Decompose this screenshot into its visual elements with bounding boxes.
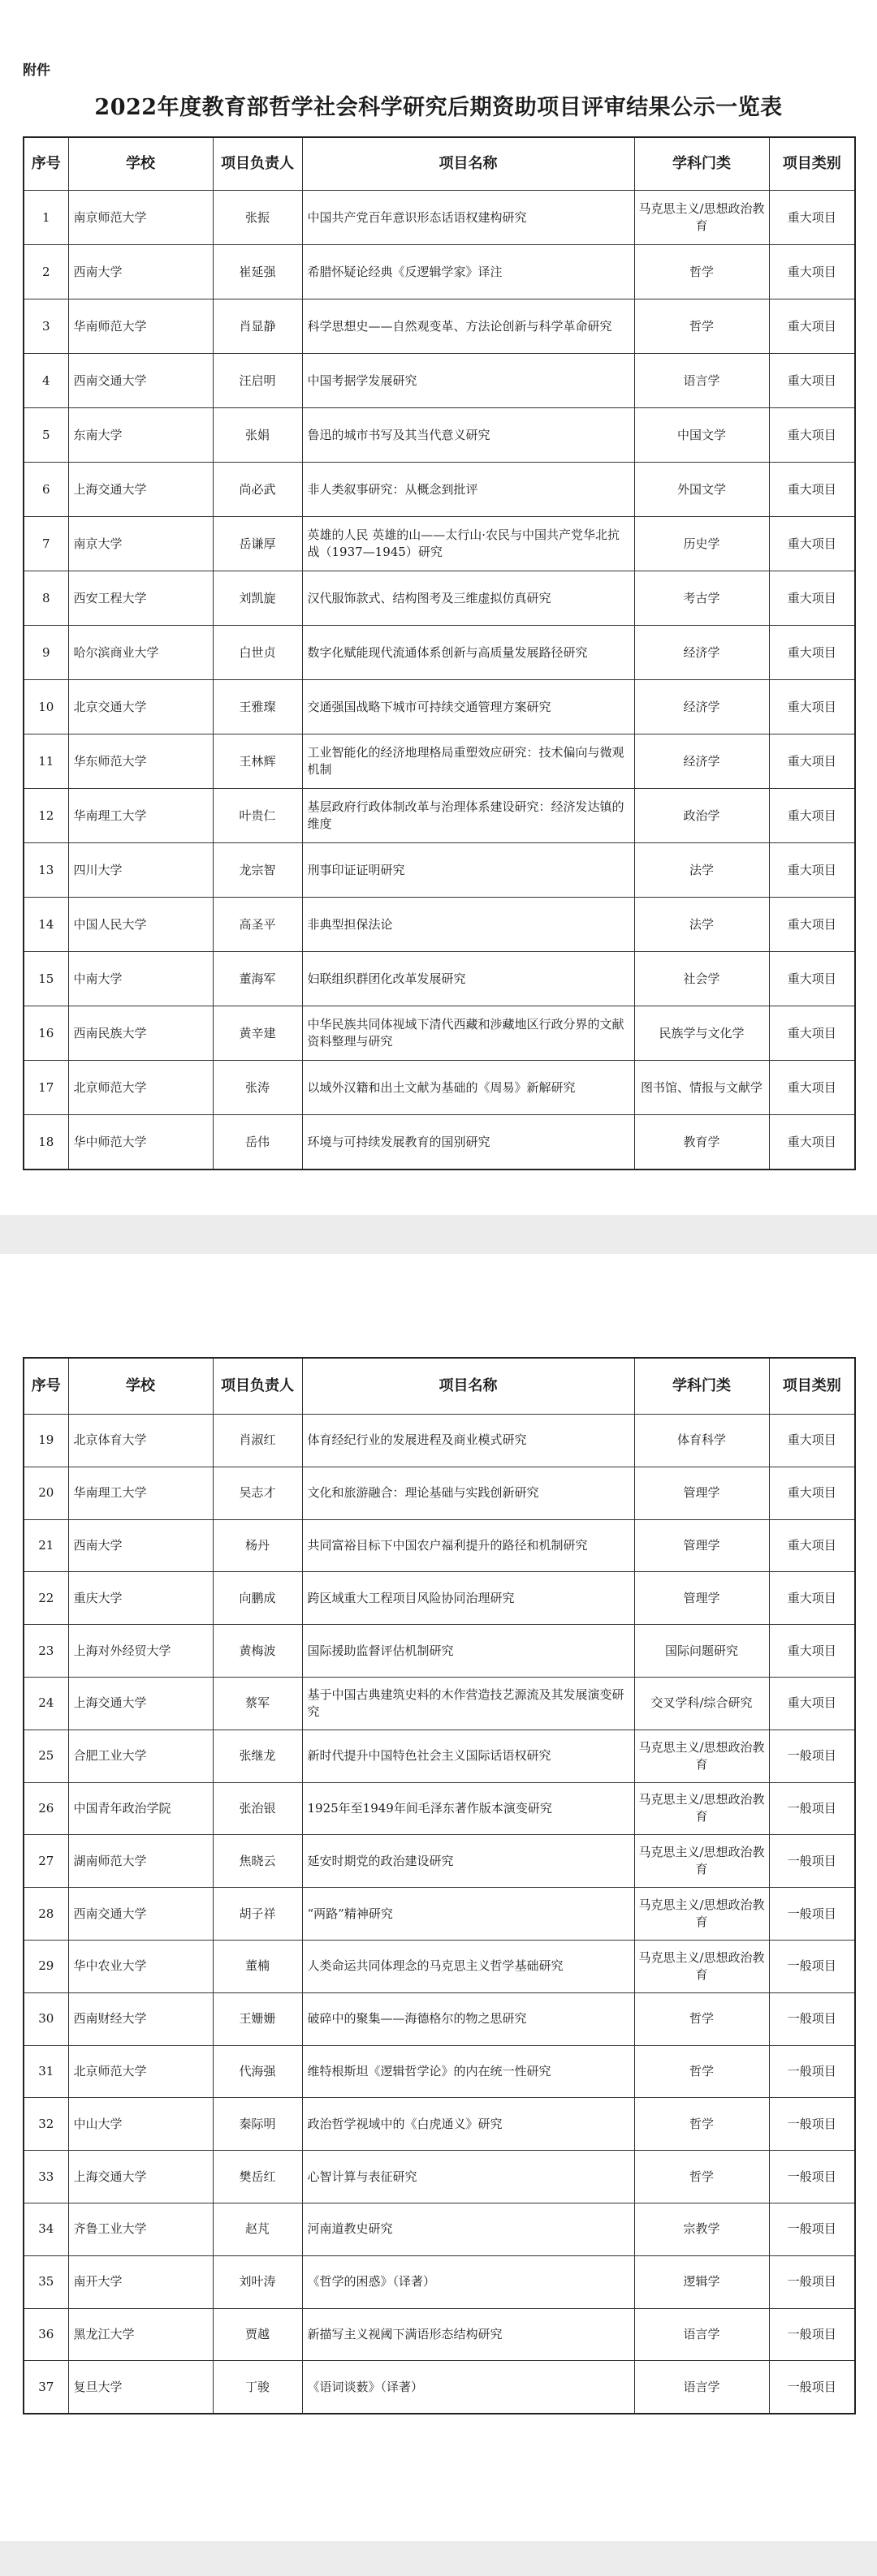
cell-number: 1: [24, 191, 68, 245]
cell-leader: 汪启明: [213, 354, 302, 408]
cell-leader: 岳谦厚: [213, 517, 302, 571]
cell-number: 7: [24, 517, 68, 571]
cell-category: 重大项目: [769, 1415, 855, 1467]
cell-school: 西南大学: [68, 1519, 213, 1572]
cell-category: 一般项目: [769, 1782, 855, 1835]
cell-school: 北京师范大学: [68, 1061, 213, 1115]
column-header-no: 序号: [24, 1358, 68, 1415]
cell-subject: 中国文学: [634, 408, 769, 463]
table-row: [24, 191, 855, 245]
column-header-leader: 项目负责人: [213, 1358, 302, 1415]
document-page-1: [0, 0, 877, 1215]
cell-school: 重庆大学: [68, 1572, 213, 1625]
cell-project-title: 刑事印证证明研究: [302, 843, 634, 898]
cell-number: 26: [24, 1782, 68, 1835]
cell-subject: 哲学: [634, 245, 769, 299]
cell-school: 中南大学: [68, 952, 213, 1006]
cell-leader: 高圣平: [213, 898, 302, 952]
cell-subject: 经济学: [634, 680, 769, 734]
cell-leader: 丁骏: [213, 2361, 302, 2414]
cell-number: 13: [24, 843, 68, 898]
cell-leader: 蔡军: [213, 1677, 302, 1730]
cell-category: 一般项目: [769, 1940, 855, 1992]
table-row: [24, 2308, 855, 2361]
cell-school: 北京体育大学: [68, 1415, 213, 1467]
cell-category: 一般项目: [769, 2045, 855, 2098]
cell-number: 12: [24, 789, 68, 843]
cell-category: 重大项目: [769, 789, 855, 843]
cell-leader: 黄梅波: [213, 1625, 302, 1678]
cell-project-title: 新时代提升中国特色社会主义国际话语权研究: [302, 1730, 634, 1782]
cell-subject: 法学: [634, 843, 769, 898]
table-row: [24, 2045, 855, 2098]
cell-number: 14: [24, 898, 68, 952]
cell-leader: 王林辉: [213, 734, 302, 789]
cell-category: 重大项目: [769, 1572, 855, 1625]
table-row: [24, 843, 855, 898]
cell-number: 31: [24, 2045, 68, 2098]
cell-number: 5: [24, 408, 68, 463]
cell-project-title: 中国考据学发展研究: [302, 354, 634, 408]
table-row: [24, 1115, 855, 1170]
cell-project-title: 数字化赋能现代流通体系创新与高质量发展路径研究: [302, 626, 634, 680]
cell-category: 重大项目: [769, 299, 855, 354]
cell-project-title: 政治哲学视域中的《白虎通义》研究: [302, 2098, 634, 2151]
cell-leader: 胡子祥: [213, 1888, 302, 1941]
column-header-category: 项目类别: [769, 137, 855, 191]
cell-leader: 吴志才: [213, 1467, 302, 1519]
cell-number: 27: [24, 1835, 68, 1888]
table-row: [24, 1519, 855, 1572]
cell-leader: 张涛: [213, 1061, 302, 1115]
table-header-row: [24, 137, 855, 191]
cell-school: 湖南师范大学: [68, 1835, 213, 1888]
cell-number: 25: [24, 1730, 68, 1782]
cell-subject: 经济学: [634, 734, 769, 789]
cell-project-title: 妇联组织群团化改革发展研究: [302, 952, 634, 1006]
cell-category: 一般项目: [769, 1888, 855, 1941]
cell-subject: 哲学: [634, 2045, 769, 2098]
cell-leader: 刘凯旋: [213, 571, 302, 626]
table-row: [24, 789, 855, 843]
table-row: [24, 1572, 855, 1625]
cell-category: 重大项目: [769, 734, 855, 789]
cell-number: 32: [24, 2098, 68, 2151]
cell-project-title: 汉代服饰款式、结构图考及三维虚拟仿真研究: [302, 571, 634, 626]
cell-subject: 历史学: [634, 517, 769, 571]
cell-subject: 马克思主义/思想政治教育: [634, 1888, 769, 1941]
cell-project-title: 1925年至1949年间毛泽东著作版本演变研究: [302, 1782, 634, 1835]
table-row: [24, 952, 855, 1006]
cell-school: 华东师范大学: [68, 734, 213, 789]
cell-school: 西南大学: [68, 245, 213, 299]
table-row: [24, 408, 855, 463]
table-row: [24, 2361, 855, 2414]
cell-project-title: “两路”精神研究: [302, 1888, 634, 1941]
column-header-subject: 学科门类: [634, 137, 769, 191]
cell-leader: 杨丹: [213, 1519, 302, 1572]
cell-school: 南京大学: [68, 517, 213, 571]
cell-subject: 语言学: [634, 2361, 769, 2414]
cell-number: 34: [24, 2203, 68, 2255]
cell-leader: 王姗姗: [213, 1992, 302, 2045]
cell-subject: 马克思主义/思想政治教育: [634, 1730, 769, 1782]
cell-number: 20: [24, 1467, 68, 1519]
cell-subject: 教育学: [634, 1115, 769, 1170]
cell-number: 29: [24, 1940, 68, 1992]
cell-project-title: 跨区域重大工程项目风险协同治理研究: [302, 1572, 634, 1625]
table-row: [24, 245, 855, 299]
cell-category: 重大项目: [769, 408, 855, 463]
cell-leader: 黄辛建: [213, 1006, 302, 1061]
cell-number: 15: [24, 952, 68, 1006]
cell-number: 2: [24, 245, 68, 299]
cell-project-title: 中国共产党百年意识形态话语权建构研究: [302, 191, 634, 245]
cell-school: 上海交通大学: [68, 1677, 213, 1730]
cell-school: 华南理工大学: [68, 1467, 213, 1519]
cell-subject: 法学: [634, 898, 769, 952]
cell-number: 30: [24, 1992, 68, 2045]
cell-number: 11: [24, 734, 68, 789]
column-header-category: 项目类别: [769, 1358, 855, 1415]
cell-project-title: 人类命运共同体理念的马克思主义哲学基础研究: [302, 1940, 634, 1992]
cell-number: 35: [24, 2255, 68, 2308]
cell-leader: 肖显静: [213, 299, 302, 354]
cell-number: 3: [24, 299, 68, 354]
cell-number: 18: [24, 1115, 68, 1170]
table-row: [24, 626, 855, 680]
cell-school: 华南师范大学: [68, 299, 213, 354]
results-table-part-2: [23, 1357, 856, 2414]
results-table-part-1: [23, 136, 856, 1170]
cell-project-title: 新描写主义视阈下满语形态结构研究: [302, 2308, 634, 2361]
document-page-2: [0, 1254, 877, 2541]
cell-leader: 岳伟: [213, 1115, 302, 1170]
cell-project-title: 国际援助监督评估机制研究: [302, 1625, 634, 1678]
cell-category: 重大项目: [769, 626, 855, 680]
column-header-subject: 学科门类: [634, 1358, 769, 1415]
cell-school: 上海交通大学: [68, 463, 213, 517]
table-body-part-1: [24, 191, 855, 1170]
cell-category: 重大项目: [769, 1625, 855, 1678]
page-title: 2022年度教育部哲学社会科学研究后期资助项目评审结果公示一览表: [94, 95, 783, 120]
cell-leader: 秦际明: [213, 2098, 302, 2151]
cell-category: 重大项目: [769, 898, 855, 952]
table-row: [24, 680, 855, 734]
cell-number: 22: [24, 1572, 68, 1625]
cell-category: 一般项目: [769, 1730, 855, 1782]
table-row: [24, 1888, 855, 1941]
cell-leader: 龙宗智: [213, 843, 302, 898]
cell-number: 10: [24, 680, 68, 734]
cell-subject: 逻辑学: [634, 2255, 769, 2308]
table-row: [24, 734, 855, 789]
cell-school: 北京师范大学: [68, 2045, 213, 2098]
cell-leader: 张振: [213, 191, 302, 245]
cell-category: 重大项目: [769, 191, 855, 245]
cell-category: 一般项目: [769, 2308, 855, 2361]
cell-project-title: 破碎中的聚集——海德格尔的物之思研究: [302, 1992, 634, 2045]
table-row: [24, 1782, 855, 1835]
cell-project-title: 非人类叙事研究：从概念到批评: [302, 463, 634, 517]
table-row: [24, 1467, 855, 1519]
cell-school: 黑龙江大学: [68, 2308, 213, 2361]
table-row: [24, 2255, 855, 2308]
cell-leader: 贾越: [213, 2308, 302, 2361]
cell-category: 重大项目: [769, 1677, 855, 1730]
cell-school: 齐鲁工业大学: [68, 2203, 213, 2255]
table-row: [24, 463, 855, 517]
cell-number: 28: [24, 1888, 68, 1941]
cell-leader: 肖淑红: [213, 1415, 302, 1467]
table-row: [24, 517, 855, 571]
cell-category: 重大项目: [769, 571, 855, 626]
cell-leader: 董海军: [213, 952, 302, 1006]
table-row: [24, 1730, 855, 1782]
cell-number: 36: [24, 2308, 68, 2361]
table-row: [24, 2098, 855, 2151]
cell-school: 西安工程大学: [68, 571, 213, 626]
cell-category: 重大项目: [769, 1061, 855, 1115]
table-row: [24, 1006, 855, 1061]
cell-leader: 向鹏成: [213, 1572, 302, 1625]
cell-leader: 刘叶涛: [213, 2255, 302, 2308]
table-row: [24, 2151, 855, 2203]
cell-school: 合肥工业大学: [68, 1730, 213, 1782]
cell-project-title: 工业智能化的经济地理格局重塑效应研究：技术偏向与微观机制: [302, 734, 634, 789]
cell-category: 重大项目: [769, 1006, 855, 1061]
cell-school: 南开大学: [68, 2255, 213, 2308]
cell-subject: 哲学: [634, 1992, 769, 2045]
table-header-row: [24, 1358, 855, 1415]
cell-project-title: 英雄的人民 英雄的山——太行山·农民与中国共产党华北抗战（1937—1945）研究: [302, 517, 634, 571]
cell-project-title: 河南道教史研究: [302, 2203, 634, 2255]
cell-subject: 马克思主义/思想政治教育: [634, 1782, 769, 1835]
cell-category: 一般项目: [769, 2361, 855, 2414]
table-row: [24, 898, 855, 952]
column-header-school: 学校: [68, 137, 213, 191]
table-row: [24, 1625, 855, 1678]
cell-subject: 图书馆、情报与文献学: [634, 1061, 769, 1115]
cell-leader: 代海强: [213, 2045, 302, 2098]
cell-school: 华中师范大学: [68, 1115, 213, 1170]
cell-subject: 管理学: [634, 1519, 769, 1572]
column-header-school: 学校: [68, 1358, 213, 1415]
cell-number: 9: [24, 626, 68, 680]
cell-project-title: 共同富裕目标下中国农户福利提升的路径和机制研究: [302, 1519, 634, 1572]
cell-school: 上海交通大学: [68, 2151, 213, 2203]
cell-project-title: 维特根斯坦《逻辑哲学论》的内在统一性研究: [302, 2045, 634, 2098]
cell-subject: 马克思主义/思想政治教育: [634, 191, 769, 245]
table-row: [24, 299, 855, 354]
cell-subject: 民族学与文化学: [634, 1006, 769, 1061]
cell-leader: 张继龙: [213, 1730, 302, 1782]
cell-school: 中山大学: [68, 2098, 213, 2151]
cell-category: 一般项目: [769, 1992, 855, 2045]
cell-leader: 叶贵仁: [213, 789, 302, 843]
cell-subject: 体育科学: [634, 1415, 769, 1467]
cell-subject: 外国文学: [634, 463, 769, 517]
cell-project-title: 文化和旅游融合：理论基础与实践创新研究: [302, 1467, 634, 1519]
table-row: [24, 1415, 855, 1467]
cell-leader: 尚必武: [213, 463, 302, 517]
attachment-label: 附件: [23, 62, 50, 79]
cell-school: 华南理工大学: [68, 789, 213, 843]
cell-number: 33: [24, 2151, 68, 2203]
cell-school: 西南交通大学: [68, 354, 213, 408]
cell-number: 17: [24, 1061, 68, 1115]
cell-category: 重大项目: [769, 1467, 855, 1519]
column-header-no: 序号: [24, 137, 68, 191]
table-row: [24, 1835, 855, 1888]
table-row: [24, 354, 855, 408]
cell-subject: 语言学: [634, 354, 769, 408]
cell-school: 四川大学: [68, 843, 213, 898]
cell-category: 重大项目: [769, 843, 855, 898]
cell-school: 西南财经大学: [68, 1992, 213, 2045]
cell-leader: 焦晓云: [213, 1835, 302, 1888]
cell-subject: 政治学: [634, 789, 769, 843]
cell-subject: 国际问题研究: [634, 1625, 769, 1678]
cell-school: 华中农业大学: [68, 1940, 213, 1992]
cell-category: 重大项目: [769, 1519, 855, 1572]
cell-school: 哈尔滨商业大学: [68, 626, 213, 680]
cell-project-title: 基层政府行政体制改革与治理体系建设研究：经济发达镇的维度: [302, 789, 634, 843]
cell-subject: 经济学: [634, 626, 769, 680]
cell-project-title: 体育经纪行业的发展进程及商业模式研究: [302, 1415, 634, 1467]
cell-number: 23: [24, 1625, 68, 1678]
cell-school: 上海对外经贸大学: [68, 1625, 213, 1678]
cell-school: 北京交通大学: [68, 680, 213, 734]
cell-leader: 崔延强: [213, 245, 302, 299]
cell-project-title: 以域外汉籍和出土文献为基础的《周易》新解研究: [302, 1061, 634, 1115]
cell-category: 重大项目: [769, 245, 855, 299]
cell-category: 重大项目: [769, 680, 855, 734]
cell-subject: 交叉学科/综合研究: [634, 1677, 769, 1730]
cell-project-title: 希腊怀疑论经典《反逻辑学家》译注: [302, 245, 634, 299]
cell-category: 一般项目: [769, 2203, 855, 2255]
cell-project-title: 基于中国古典建筑史料的木作营造技艺源流及其发展演变研究: [302, 1677, 634, 1730]
cell-number: 8: [24, 571, 68, 626]
column-header-title: 项目名称: [302, 1358, 634, 1415]
table-body-part-2: [24, 1415, 855, 2414]
cell-subject: 马克思主义/思想政治教育: [634, 1940, 769, 1992]
cell-subject: 社会学: [634, 952, 769, 1006]
cell-project-title: 延安时期党的政治建设研究: [302, 1835, 634, 1888]
cell-number: 24: [24, 1677, 68, 1730]
cell-school: 中国人民大学: [68, 898, 213, 952]
table-row: [24, 1992, 855, 2045]
cell-project-title: 科学思想史——自然观变革、方法论创新与科学革命研究: [302, 299, 634, 354]
cell-subject: 管理学: [634, 1572, 769, 1625]
cell-project-title: 环境与可持续发展教育的国别研究: [302, 1115, 634, 1170]
cell-leader: 赵芃: [213, 2203, 302, 2255]
cell-project-title: 非典型担保法论: [302, 898, 634, 952]
cell-project-title: 《哲学的困惑》（译著）: [302, 2255, 634, 2308]
cell-leader: 董楠: [213, 1940, 302, 1992]
column-header-leader: 项目负责人: [213, 137, 302, 191]
cell-category: 一般项目: [769, 1835, 855, 1888]
table-row: [24, 2203, 855, 2255]
cell-subject: 哲学: [634, 299, 769, 354]
table-row: [24, 1061, 855, 1115]
cell-subject: 宗教学: [634, 2203, 769, 2255]
cell-school: 西南民族大学: [68, 1006, 213, 1061]
cell-subject: 哲学: [634, 2098, 769, 2151]
cell-category: 重大项目: [769, 952, 855, 1006]
cell-school: 西南交通大学: [68, 1888, 213, 1941]
cell-project-title: 《语词谈薮》（译著）: [302, 2361, 634, 2414]
cell-leader: 张治银: [213, 1782, 302, 1835]
cell-category: 重大项目: [769, 517, 855, 571]
cell-leader: 白世贞: [213, 626, 302, 680]
cell-school: 东南大学: [68, 408, 213, 463]
cell-number: 6: [24, 463, 68, 517]
cell-school: 中国青年政治学院: [68, 1782, 213, 1835]
cell-number: 19: [24, 1415, 68, 1467]
cell-project-title: 鲁迅的城市书写及其当代意义研究: [302, 408, 634, 463]
cell-number: 37: [24, 2361, 68, 2414]
cell-category: 重大项目: [769, 463, 855, 517]
cell-category: 一般项目: [769, 2151, 855, 2203]
cell-number: 21: [24, 1519, 68, 1572]
cell-leader: 王雅璨: [213, 680, 302, 734]
cell-project-title: 心智计算与表征研究: [302, 2151, 634, 2203]
cell-school: 复旦大学: [68, 2361, 213, 2414]
cell-leader: 张娟: [213, 408, 302, 463]
column-header-title: 项目名称: [302, 137, 634, 191]
cell-project-title: 交通强国战略下城市可持续交通管理方案研究: [302, 680, 634, 734]
cell-number: 4: [24, 354, 68, 408]
cell-category: 重大项目: [769, 1115, 855, 1170]
table-row: [24, 1940, 855, 1992]
cell-school: 南京师范大学: [68, 191, 213, 245]
cell-category: 重大项目: [769, 354, 855, 408]
cell-project-title: 中华民族共同体视域下清代西藏和涉藏地区行政分界的文献资料整理与研究: [302, 1006, 634, 1061]
cell-subject: 管理学: [634, 1467, 769, 1519]
cell-leader: 樊岳红: [213, 2151, 302, 2203]
cell-number: 16: [24, 1006, 68, 1061]
cell-subject: 语言学: [634, 2308, 769, 2361]
cell-subject: 考古学: [634, 571, 769, 626]
cell-subject: 马克思主义/思想政治教育: [634, 1835, 769, 1888]
cell-category: 一般项目: [769, 2098, 855, 2151]
cell-category: 一般项目: [769, 2255, 855, 2308]
table-row: [24, 571, 855, 626]
table-row: [24, 1677, 855, 1730]
cell-subject: 哲学: [634, 2151, 769, 2203]
